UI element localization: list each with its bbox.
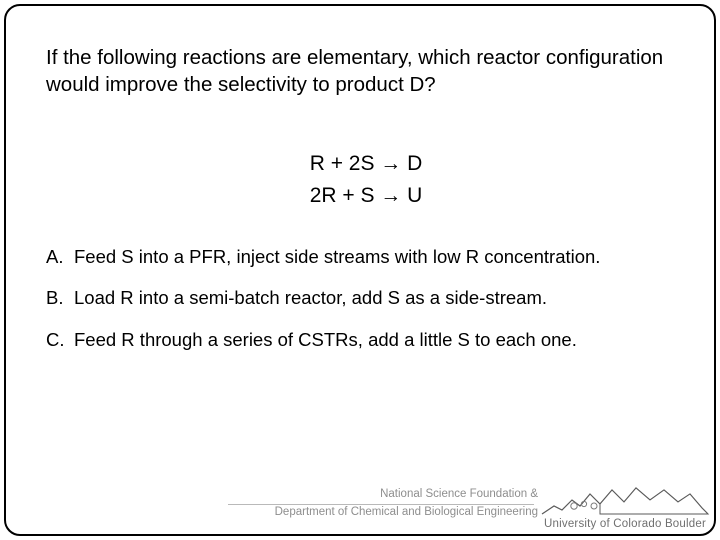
slide-footer: [0, 486, 720, 540]
answer-list: [46, 245, 681, 369]
footer-credit: [228, 486, 538, 522]
answer-text-c: Feed R through a series of CSTRs, add a little S to each one.: [74, 328, 577, 350]
university-name: University of Colorado Boulder: [544, 518, 706, 530]
equation-1: R + 2S → D: [309, 152, 423, 175]
answer-option-b[interactable]: [46, 286, 681, 309]
answer-option-c[interactable]: [46, 328, 681, 351]
university-logo: [540, 486, 710, 538]
footer-credit-line-1: National Science Foundation &: [380, 488, 538, 500]
answer-option-a[interactable]: [46, 245, 681, 268]
answer-marker-b: B.: [46, 287, 64, 309]
equation-2: 2R + S → U: [309, 183, 423, 207]
answer-marker-a: A.: [46, 246, 64, 267]
answer-text-a: Feed S into a PFR, inject side streams with low R concentration.: [74, 246, 601, 267]
mountain-icon: [540, 484, 710, 518]
question-text: If the following reactions are elementary, which reactor configuration would improve the selectivity to product D?: [46, 46, 664, 97]
answer-marker-c: C.: [46, 328, 65, 350]
footer-credit-line-2: Department of Chemical and Biological Engineering: [274, 505, 538, 518]
answer-text-b: Load R into a semi-batch reactor, add S as a side-stream.: [74, 287, 548, 309]
equation-block: [46, 148, 686, 211]
